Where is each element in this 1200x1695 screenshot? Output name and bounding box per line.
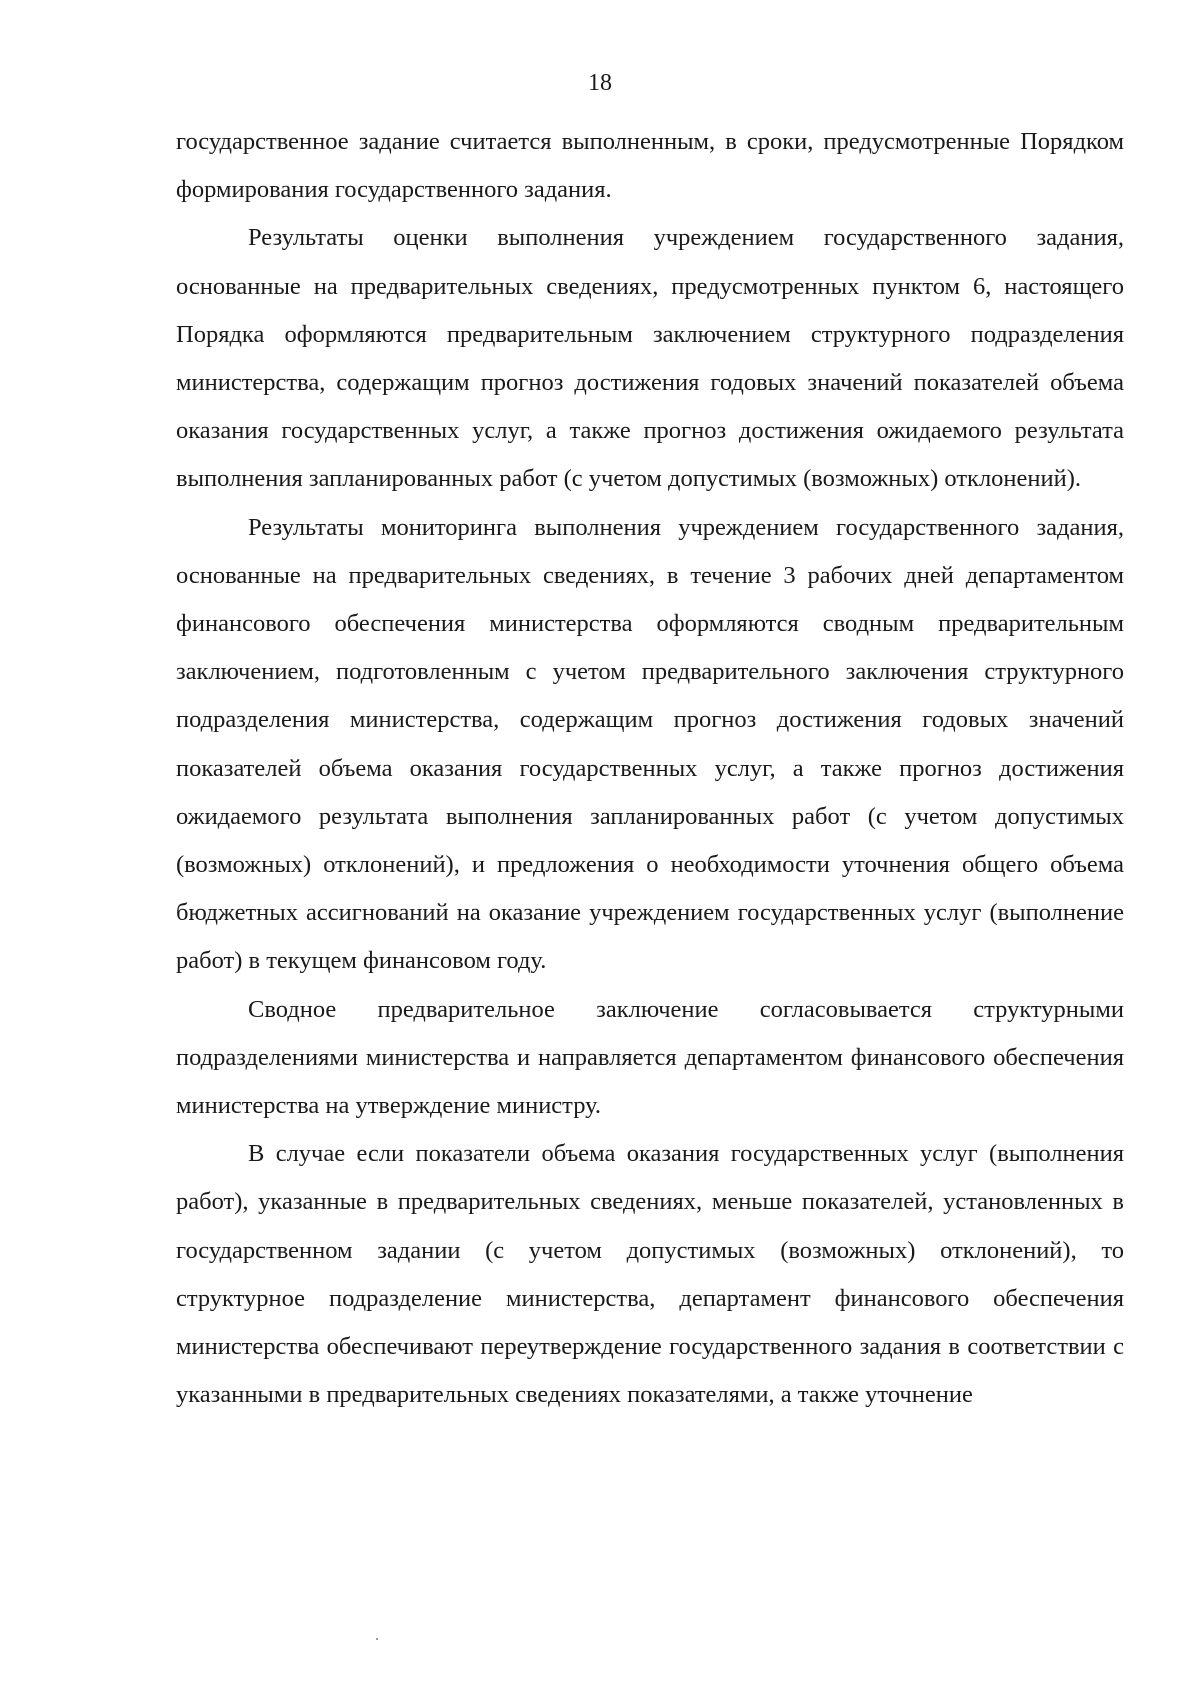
scan-speck xyxy=(376,1638,378,1640)
page-number: 18 xyxy=(588,70,612,96)
document-body xyxy=(176,118,1124,1419)
paragraph-monitoring-results: Результаты мониторинга выполнения учреждением государственного задания, основанные на предварительных сведениях, в течение 3 рабочих дней департаментом финансового обеспечения министерства оформляются сводным предварительным заключением, подготовленным с учетом предварительного заключения структурного подразделения министерства, содержащим прогноз достижения годовых значений показателей объема оказания государственных услуг, а также прогноз достижения ожидаемого результата выполнения запланированных работ (с учетом допустимых (возможных) отклонений), и предложения о необходимости уточнения общего объема бюджетных ассигнований на оказание учреждением государственных услуг (выполнение работ) в текущем финансовом году. xyxy=(176,513,1124,975)
paragraph-assessment-results: Результаты оценки выполнения учреждением государственного задания, основанные на предварительных сведениях, предусмотренных пунктом 6, настоящего Порядка оформляются предварительным заключением структурного подразделения министерства, содержащим прогноз достижения годовых значений показателей объема оказания государственных услуг, а также прогноз достижения ожидаемого результата выполнения запланированных работ (с учетом допустимых (возможных) отклонений). xyxy=(176,224,1124,493)
paragraph-continuation: государственное задание считается выполненным, в сроки, предусмотренные Порядком формирования государственного задания. xyxy=(176,128,1124,204)
paragraph-summary-conclusion: Сводное предварительное заключение согласовывается структурными подразделениями министерства и направляется департаментом финансового обеспечения министерства на утверждение министру. xyxy=(176,995,1124,1120)
paragraph-reapproval-case: В случае если показатели объема оказания государственных услуг (выполнения работ), указанные в предварительных сведениях, меньше показателей, установленных в государственном задании (с учетом допустимых (возможных) отклонений), то структурное подразделение министерства, департамент финансового обеспечения министерства обеспечивают переутверждение государственного задания в соответствии с указанными в предварительных сведениях показателями, а также уточнение xyxy=(176,1140,1124,1409)
